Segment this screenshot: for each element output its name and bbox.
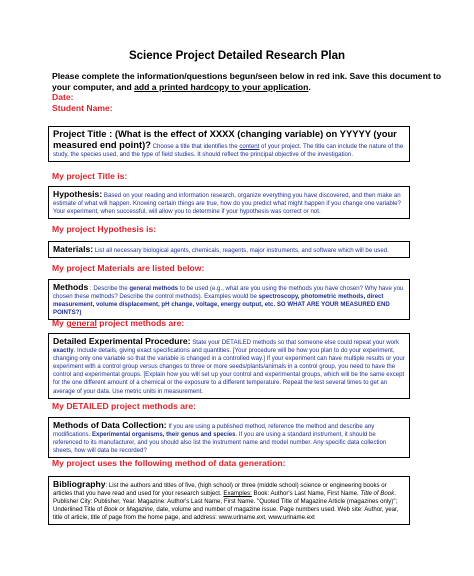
student-name-label[interactable]: Student Name: [52,103,113,113]
bibliography-desc-1: : List the authors and titles of five, (high school) or three (middle school) science or engineering books or articles that you have read and used for your research subject. [53,482,387,498]
materials-answer-label[interactable]: My project Materials are listed below: [52,263,205,273]
bibliography-box [48,476,410,525]
hypothesis-box [48,186,410,219]
data-collection-box [48,417,410,458]
intro-text-1: Please complete the information/questions begun/seen below in red ink. Save this document to your computer, and [52,71,442,92]
project-title-question: (What is the effect of XXXX (changing variable) on YYYYY (your measured end point)? [53,128,397,151]
detailed-procedure-box [48,333,410,399]
data-collection-desc-2: . If you are using a standard instrument, it should be referenced to its manufacturer, and you should also list the instrument name and model number. Any specific data collection sheets, how will data be recorded? [53,431,387,455]
project-title-desc-content: content [239,143,260,151]
bibliography-desc-2: Book: Author's Last Name, First Name. [251,490,361,498]
materials-box [48,241,410,258]
hypothesis-heading: Hypothesis: [53,189,103,199]
date-label[interactable]: Date: [52,92,74,102]
general-methods-answer-label[interactable] [52,318,184,328]
project-title-heading: Project Title : [53,128,115,139]
general-methods-answer-general: general [66,318,97,328]
general-methods-answer-2: project methods are: [96,318,185,328]
project-title-answer-label[interactable]: My project Title is: [52,171,128,181]
detailed-procedure-desc-2: . Include details, giving exact specifications and quantities. [Your procedure will be how you plan to do your experiment, changing only one variable so that the variable is changed in a controlled way.] If your experiment can have multiple results or your experiment with a control group versus changes to three or more seeds/plants/animals in a control group, you need to have the control and experimental groups. [Explain how you will set up your control and experimental groups, which will be the same except for the one different amount of a chemical or the exposure to a different temperature. Repeat the test several times to get an average of your data. Use metric units in measurement. [53,347,405,395]
methods-desc-examples: spectroscopy, photometric methods, direct measurement, volume displacement, pH change, voltage, energy output, etc. SO WHAT ARE YOUR MEASURED END POINTS?) [53,293,390,317]
intro-text-2: . [308,81,311,92]
data-generation-answer-label[interactable]: My project uses the following method of data generation: [52,458,286,468]
project-title-desc-1: Choose a title that identifies the [150,143,240,151]
bibliography-desc-title-of-book: Title of Book [360,490,395,498]
methods-desc-general: general methods [129,285,179,292]
bibliography-desc-book-or-magazine: Book or Magazine [103,506,153,514]
materials-desc: List all necessary biological agents, chemicals, reagents, major instruments, and software which will be used. [93,247,389,254]
bibliography-desc-4: , date, volume and number of magazine issue. Page numbers used. Web site: Author, year, title of article, title of page from the home page, and address: www.urlname.ext, www.urlname.ext [53,506,399,522]
intro-paragraph [52,71,452,92]
methods-desc-1: : Describe the [88,285,130,292]
hypothesis-answer-label[interactable]: My project Hypothesis is: [52,224,157,234]
detailed-procedure-desc-exactly: exactly [53,347,74,355]
bibliography-desc-examples: Examples: [223,490,252,498]
materials-heading: Materials: [53,244,94,254]
bibliography-heading: Bibliography [53,479,106,489]
data-collection-desc-organisms: Experimental organisms, their genus and species [91,431,236,439]
bibliography-desc-3: . Publisher City: Publisher, Year. Magazine: Author's Last Name, First Name. "Quoted Title of Magazine Article (magazines only)"; Underlined Title of [53,490,398,514]
document-title: Science Project Detailed Research Plan [128,50,346,62]
project-title-box [48,126,410,162]
detailed-procedure-heading: Detailed Experimental Procedure: [53,336,191,346]
methods-heading: Methods [53,282,89,292]
data-collection-desc-1: If you are using a published method, reference the method and describe any modifications. [53,423,375,439]
project-title-desc-2: of your project. The title can include the nature of the study, the species used, and the type of field studies. It should reflect the principal objective of the investigation. [53,143,404,159]
hypothesis-desc: Based on your reading and information research, organize everything you have discovered, and then make an estimate of what will happen. Knowing certain things are true, how do you predict what might happen if you change one variable? Your experiment, when successful, will allow you to determine if your hypothesis was correct or not. [53,192,401,216]
detailed-methods-answer-label[interactable]: My DETAILED project methods are: [52,401,197,411]
intro-underlined-text: add a printed hardcopy to your application [134,81,309,92]
general-methods-answer-1: My [52,318,67,328]
data-collection-heading: Methods of Data Collection: [53,420,167,430]
methods-box [48,279,410,320]
methods-desc-2: to be used (e.g., what are you using the methods you have chosen? Why have you chosen these methods? Describe the control methods). Examples would be [53,285,404,301]
detailed-procedure-desc-1: State your DETAILED methods so that someone else could repeat your work [190,339,400,346]
